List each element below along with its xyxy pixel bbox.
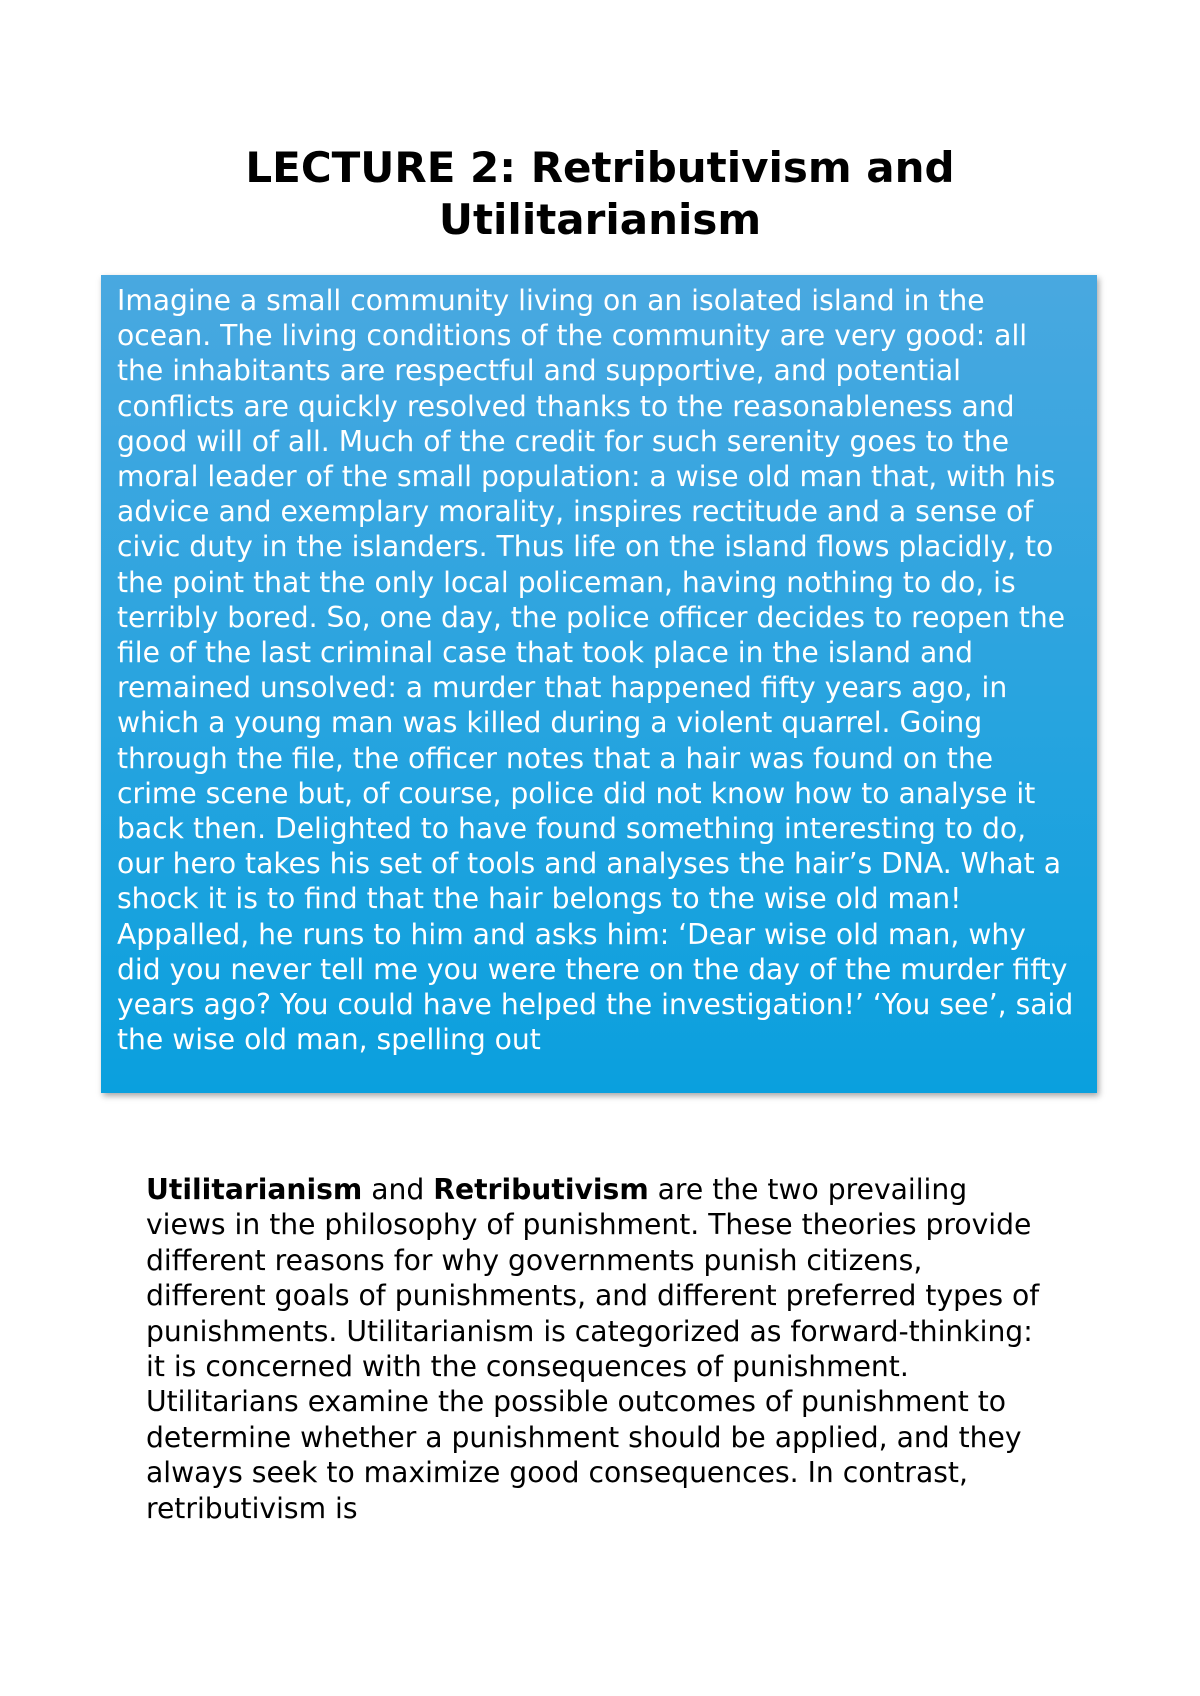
story-text: Imagine a small community living on an isolated island in the ocean. The living conditions of the community are very good: all the inhabitants are respectful and supportive, and potential conflicts are quickly resolved thanks to the reasonableness and good will of all. Much of the credit for such serenity goes to the moral leader of the small population: a wise old man that, with his advice and exemplary morality, inspires rectitude and a sense of civic duty in the islanders. Thus life on the island flows placidly, to the point that the only local policeman, having nothing to do, is terribly bored. So, one day, the police officer decides to reopen the file of the last criminal case that took place in the island and remained unsolved: a murder that happened fifty years ago, in which a young man was killed during a violent quarrel. Going through the file, the officer notes that a hair was found on the crime scene but, of course, police did not know how to analyse it back then. Delighted to have found something interesting to do, our hero takes his set of tools and analyses the hair’s DNA. What a shock it is to find that the hair belongs to the wise old man! Appalled, he runs to him and asks him: ‘Dear wise old man, why did you never tell me you were there on the day of the murder fifty years ago? You could have helped the investigation!’ ‘You see’, said the wise old man, spelling out [117,284,1074,1057]
page-title: LECTURE 2: Retributivism and Utilitarianism [245,143,955,244]
story-text-box [101,275,1097,1093]
term-utilitarianism: Utilitarianism [146,1173,363,1206]
intro-paragraph [146,1172,1046,1526]
term-connector: and [362,1173,434,1206]
intro-paragraph-text: are the two prevailing views in the philosophy of punishment. These theories provide different reasons for why governments punish citizens, different goals of punishments, and different preferred types of punishments. Utilitarianism is categorized as forward-thinking: it is concerned with the consequences of punishment. Utilitarians examine the possible outcomes of punishment to determine whether a punishment should be applied, and they always seek to maximize good consequences. In contrast, retributivism is [146,1173,1040,1525]
term-retributivism: Retributivism [433,1173,649,1206]
